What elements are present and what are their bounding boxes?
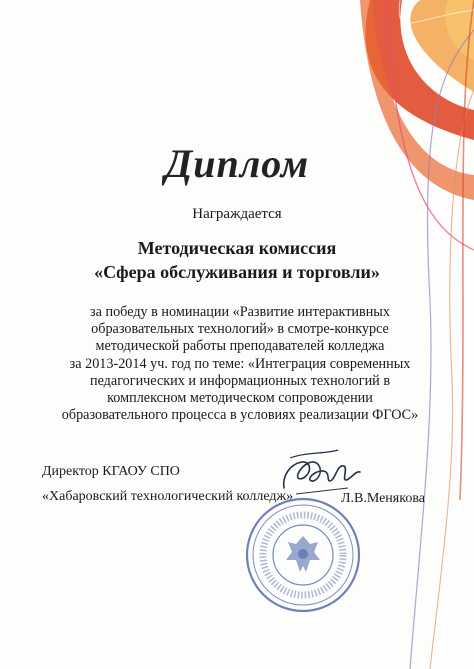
diploma-title: Диплом bbox=[164, 141, 310, 186]
recipient-line-2: «Сфера обслуживания и торговли» bbox=[94, 262, 380, 282]
award-line: Награждается bbox=[192, 206, 282, 222]
signer-name: Л.В.Менякова bbox=[341, 491, 425, 506]
description-line: за 2013-2014 уч. год по теме: «Интеграция современных bbox=[69, 355, 411, 372]
official-seal-stamp bbox=[244, 496, 362, 614]
description-line: образовательного процесса в условиях реализации ФГОС» bbox=[61, 407, 419, 424]
institution-name: «Хабаровский технологический колледж» bbox=[42, 489, 294, 504]
description-line: комплексном методическом сопровождении bbox=[107, 390, 373, 407]
recipient-line-1: Методическая комиссия bbox=[137, 238, 337, 258]
description-line: за победу в номинации «Развитие интерактивных bbox=[90, 304, 390, 320]
director-position: Директор КГАОУ СПО bbox=[42, 464, 180, 479]
description-line: образовательных технологий» в смотре-конкурсе bbox=[91, 321, 389, 338]
recipient-name bbox=[0, 236, 474, 284]
description-line: педагогических и информационных технологий в bbox=[89, 372, 391, 389]
handwritten-signature bbox=[276, 446, 366, 501]
description-line: методической работы преподавателей колледжа bbox=[95, 338, 385, 355]
award-description bbox=[40, 304, 440, 424]
